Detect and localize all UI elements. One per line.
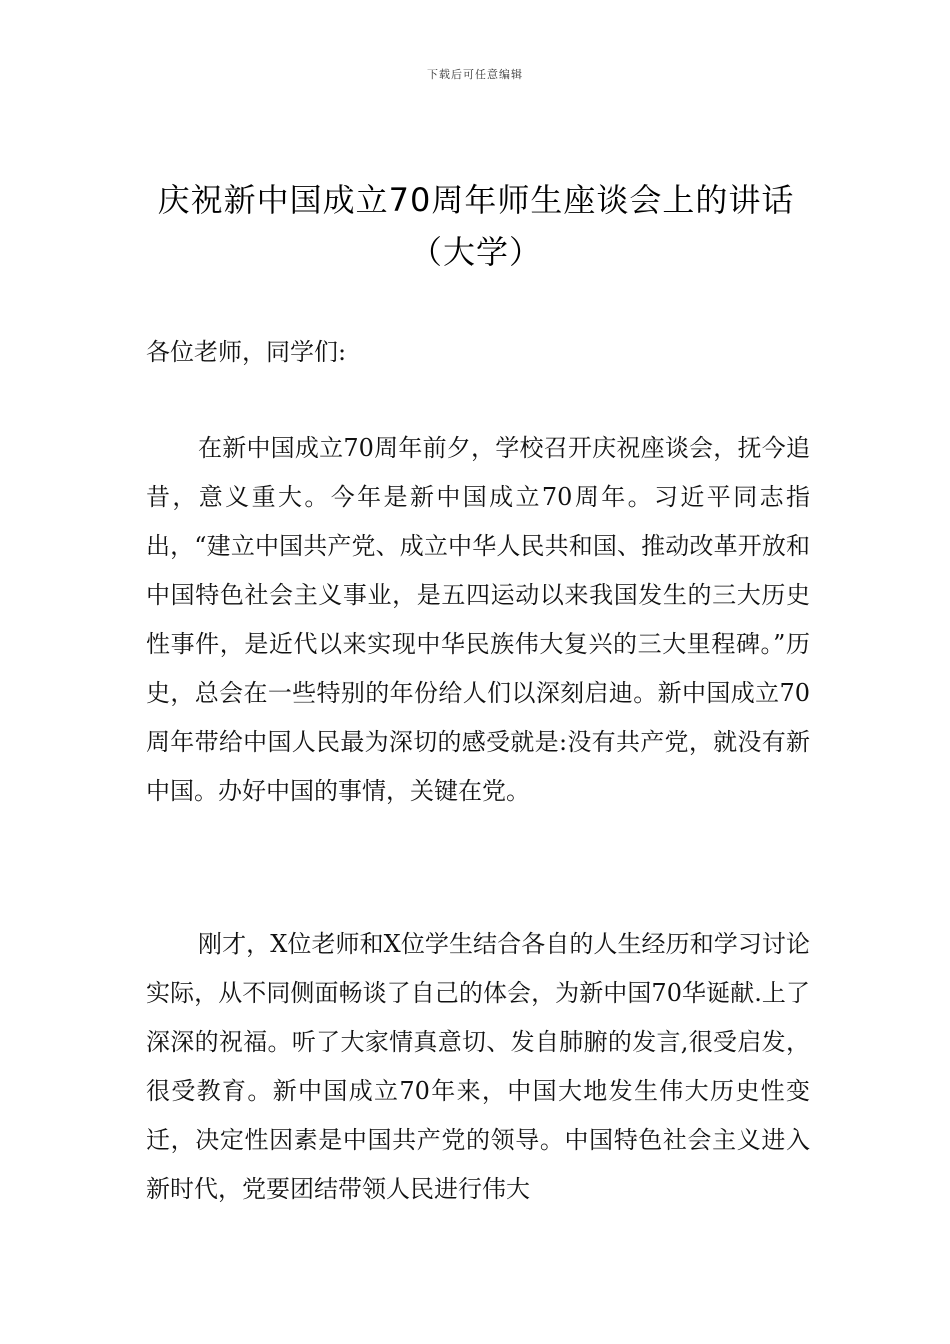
header-note: 下载后可任意编辑 (427, 68, 523, 81)
document-title: 庆祝新中国成立70周年师生座谈会上的讲话（大学） (157, 181, 795, 271)
paragraph-1: 在新中国成立70周年前夕，学校召开庆祝座谈会，抚今追昔，意义重大。今年是新中国成立70周年。习近平同志指出，“建立中国共产党、成立中华人民共和国、推动改革开放和中国特色社会主义事业，是五四运动以来我国发生的三大历史性事件，是近代以来实现中华民族伟大复兴的三大里程碑。”历史，总会在一些特别的年份给人们以深刻启迪。新中国成立70周年带给中国人民最为深切的感受就是:没有共产党，就没有新中国。办好中国的事情，关键在党。 (146, 434, 810, 805)
salutation: 各位老师，同学们: (146, 338, 347, 366)
paragraph-2: 刚才，X位老师和X位学生结合各自的人生经历和学习讨论实际，从不同侧面畅谈了自己的体会，为新中国70华诞献.上了深深的祝福。听了大家情真意切、发自肺腑的发言,很受启发，很受教育。新中国成立70年来，中国大地发生伟大历史性变迁，决定性因素是中国共产党的领导。中国特色社会主义进入新时代，党要团结带领人民进行伟大 (146, 930, 810, 1203)
